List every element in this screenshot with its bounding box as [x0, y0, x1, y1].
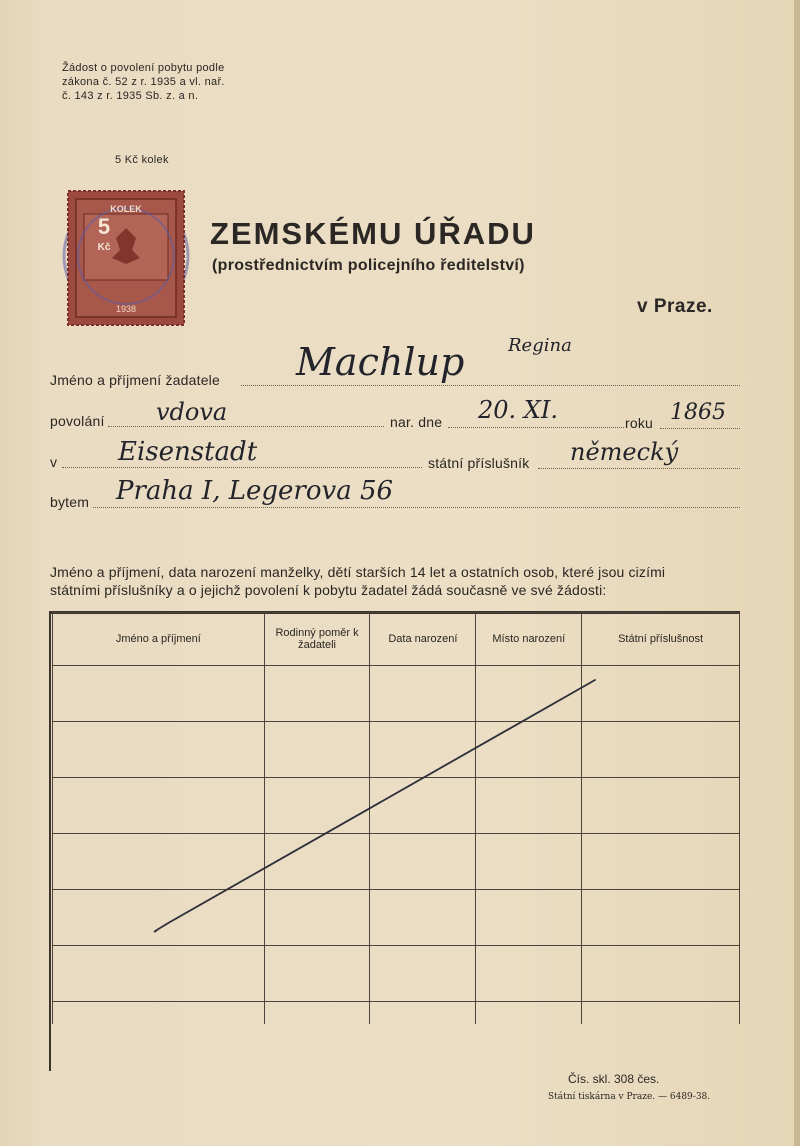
citizen-label: státní příslušník	[428, 455, 530, 471]
document-title: ZEMSKÉMU ÚŘADU	[210, 216, 536, 251]
document-subtitle: (prostřednictvím policejního ředitelství)	[212, 257, 525, 274]
stamp-unit: Kč	[97, 242, 111, 253]
header-note-line2: zákona č. 52 z r. 1935 a vl. nař.	[62, 76, 225, 88]
residence-handwritten: Praha I, Legerova 56	[116, 476, 394, 506]
occupation-label: povolání	[50, 413, 105, 429]
header-birthplace: Místo narození	[476, 613, 582, 666]
name-handwritten: Machlup	[296, 340, 465, 384]
name-label: Jméno a příjmení žadatele	[50, 372, 220, 388]
birthplace-handwritten: Eisenstadt	[118, 437, 258, 467]
instruction-line2: státními příslušníky a o jejichž povolení k pobytu žadatel žádá současně ve své žádosti:	[50, 582, 607, 598]
header-note-line1: Žádost o povolení pobytu podle	[62, 62, 225, 74]
stamp-top-text: KOLEK	[110, 204, 142, 214]
city: v Praze.	[637, 296, 713, 317]
stamp-value: 5	[97, 214, 111, 239]
year-handwritten: 1865	[670, 400, 726, 425]
occupation-handwritten: vdova	[156, 398, 228, 426]
born-label: nar. dne	[390, 414, 443, 430]
citizen-handwritten: německý	[570, 438, 679, 466]
instruction-line1: Jméno a příjmení, data narození manželky, dětí starších 14 let a ostatních osob, které jsou cizími	[50, 564, 666, 580]
born-handwritten: 20. XI.	[478, 396, 558, 424]
first-name-handwritten: Regina	[508, 335, 572, 356]
header-note-line3: č. 143 z r. 1935 Sb. z. a n.	[62, 90, 199, 102]
birthplace-label: v	[50, 454, 58, 470]
stamp-note: 5 Kč kolek	[115, 154, 169, 166]
printer-imprint: Státní tiskárna v Praze. — 6489-38.	[548, 1092, 711, 1102]
stamp-year: 1938	[115, 304, 137, 314]
residence-label: bytem	[50, 494, 90, 510]
header-name: Jméno a příjmení	[53, 613, 265, 666]
header-birthdate: Data narození	[370, 613, 476, 666]
header-relation: Rodinný poměr k žadateli	[264, 613, 370, 666]
header-citizenship: Státní příslušnost	[582, 613, 740, 666]
form-number: Čís. skl. 308 čes.	[568, 1072, 660, 1086]
year-label: roku	[625, 415, 654, 431]
